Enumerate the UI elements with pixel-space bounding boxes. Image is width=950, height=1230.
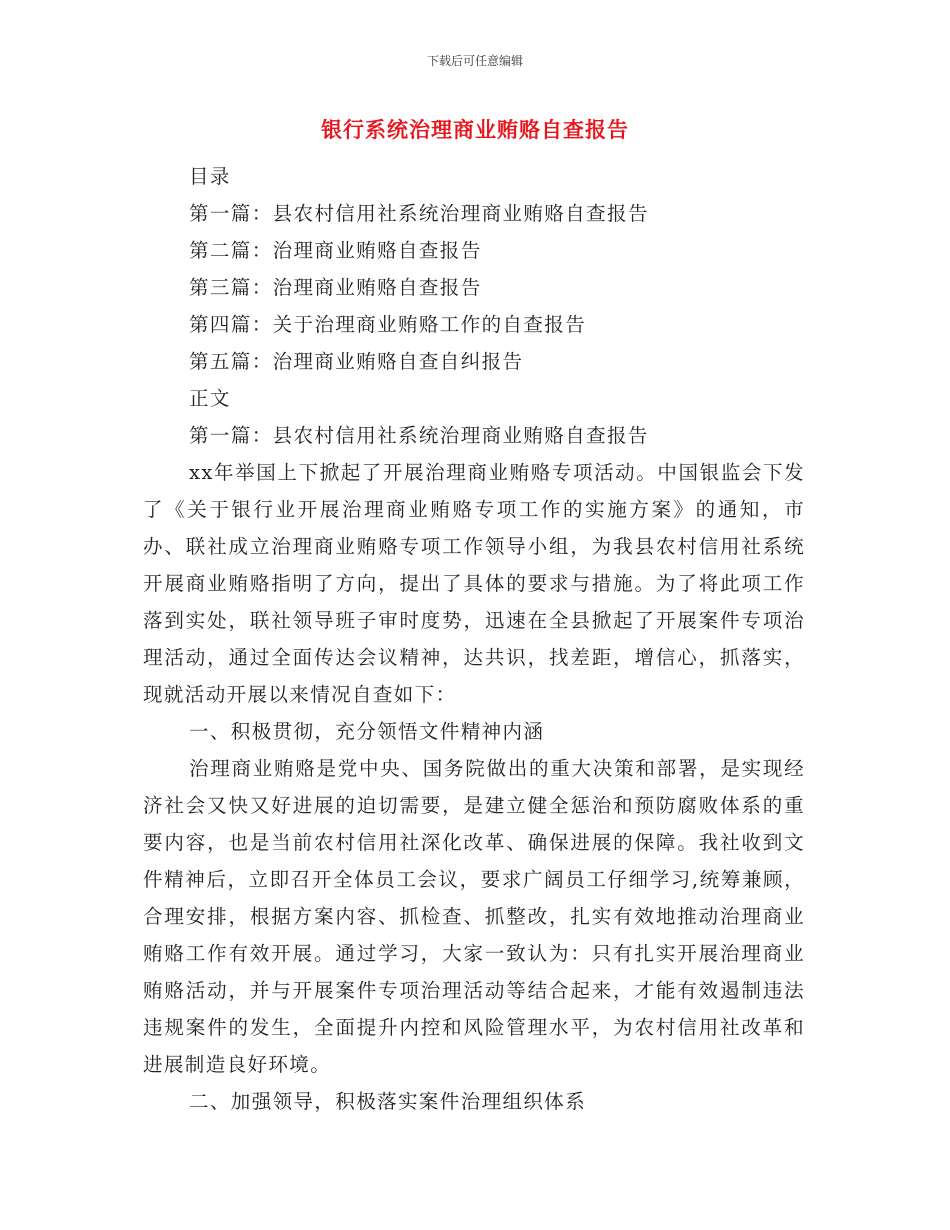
section-heading: 二、加强领导，积极落实案件治理组织体系	[189, 1090, 587, 1113]
toc-item: 第三篇：治理商业贿赂自查报告	[189, 276, 482, 299]
document-title: 银行系统治理商业贿赂自查报告	[321, 118, 629, 142]
intro-paragraph: xx年举国上下掀起了开展治理商业贿赂专项活动。中国银监会下发了《关于银行业开展治理商业贿赂专项工作的实施方案》的通知，市办、联社成立治理商业贿赂专项工作领导小组，为我县农村信用社系统开展商业贿赂指明了方向，提出了具体的要求与措施。为了将此项工作落到实处，联社领导班子审时度势，迅速在全县掀起了开展案件专项治理活动，通过全面传达会议精神，达共识，找差距，增信心，抓落实，现就活动开展以来情况自查如下：	[143, 461, 805, 706]
document-body	[143, 158, 805, 1120]
toc-item: 第一篇：县农村信用社系统治理商业贿赂自查报告	[189, 202, 649, 225]
header-note: 下载后可任意编辑	[426, 54, 523, 68]
body-heading: 正文	[189, 387, 231, 410]
toc-item: 第四篇：关于治理商业贿赂工作的自查报告	[189, 313, 587, 336]
section-heading: 一、积极贯彻，充分领悟文件精神内涵	[189, 720, 545, 743]
toc-item: 第五篇：治理商业贿赂自查自纠报告	[189, 350, 524, 373]
chapter-title: 第一篇：县农村信用社系统治理商业贿赂自查报告	[189, 424, 649, 447]
section-paragraph: 治理商业贿赂是党中央、国务院做出的重大决策和部署，是实现经济社会又快又好进展的迫切需要，是建立健全惩治和预防腐败体系的重要内容，也是当前农村信用社深化改革、确保进展的保障。我社收到文件精神后，立即召开全体员工会议，要求广阔员工仔细学习,统筹兼顾，合理安排，根据方案内容、抓检查、抓整改，扎实有效地推动治理商业贿赂工作有效开展。通过学习，大家一致认为：只有扎实开展治理商业贿赂活动，并与开展案件专项治理活动等结合起来，才能有效遏制违法违规案件的发生，全面提升内控和风险管理水平，为农村信用社改革和进展制造良好环境。	[143, 757, 805, 1076]
toc-item: 第二篇：治理商业贿赂自查报告	[189, 239, 482, 262]
toc-heading: 目录	[189, 165, 231, 188]
